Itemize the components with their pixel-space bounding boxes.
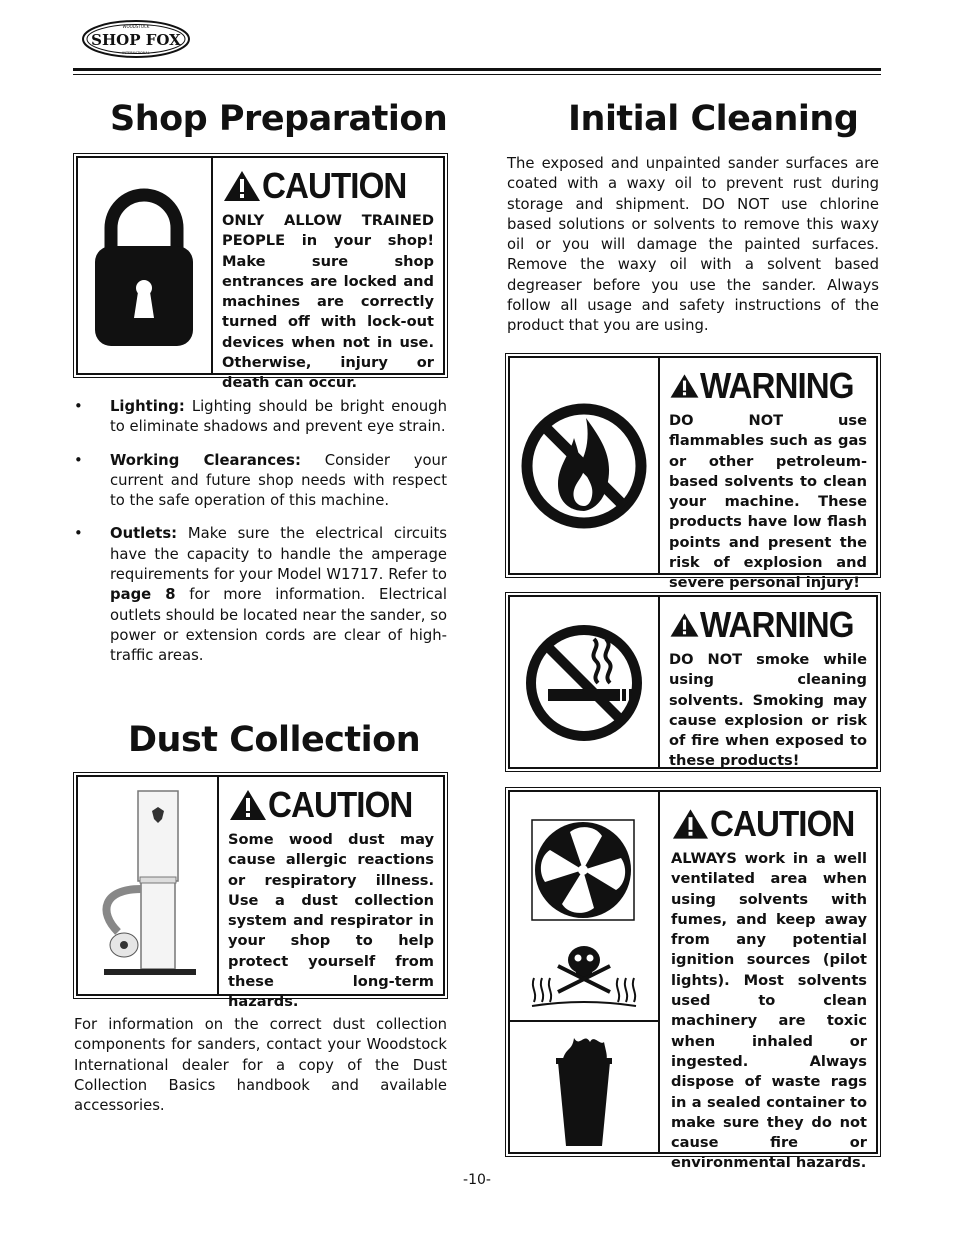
ventilation-caution-pics	[510, 792, 660, 1152]
list-item: • Working Clearances: Consider your current and future shop needs with respect to the safe operation of this machine.	[74, 451, 448, 510]
dust-collector-image	[78, 777, 217, 996]
page-reference: page 8	[110, 586, 176, 604]
caution-message: ONLY ALLOW TRAINED PEOPLE in your shop! Make sure shop entrances are locked and machines are correctly turned off with lock-out devices when not in use. Otherwise, injury or death can occur.	[222, 212, 434, 392]
dust-caution-box	[73, 772, 448, 1011]
flammables-warning-pic	[510, 358, 660, 573]
warning-message: DO NOT use flammables such as gas or other petroleum-based solvents to clean your machine. These products have low flash points and present the risk of explosion and severe personal injury!	[669, 412, 867, 592]
waste-container-icon	[510, 1022, 658, 1152]
smoking-warning-pic	[510, 597, 660, 767]
shop-fox-logo	[82, 20, 190, 58]
initial-cleaning-paragraph: The exposed and unpainted sander surfaces are coated with a waxy oil to prevent rust during storage and shipment. DO NOT use chlorine based solutions or solvents to remove this waxy oil or you will damage the painted surfaces. Remove the waxy oil with a solvent based degreaser before you use the sander. Always follow all usage and safety instructions of the product that you are using.	[507, 155, 879, 335]
caution-message: ALWAYS work in a well ventilated area when using solvents with fumes, and keep away from any potential ignition sources (pilot lights). Most solvents used to clean machinery are toxic when inhaled or ingested. Always dispose of waste rags in a sealed container to make sure they do not cause fire or environmental hazards.	[671, 850, 867, 1172]
svg-text:SHOP FOX: SHOP FOX	[91, 31, 181, 49]
page-number: -10-	[463, 1172, 491, 1188]
warning-banner: WARNING	[669, 603, 867, 647]
shop-preparation-list	[74, 397, 447, 680]
initial-cleaning-title: Initial Cleaning	[568, 99, 859, 139]
warning-banner: WARNING	[669, 364, 867, 408]
caution-banner: CAUTION	[671, 802, 867, 846]
no-smoking-icon	[510, 597, 658, 769]
exclamation-triangle-icon	[222, 169, 262, 203]
shop-caution-box	[73, 153, 448, 392]
shop-caution-pic	[78, 158, 213, 373]
svg-text:INTERNATIONAL: INTERNATIONAL	[122, 51, 150, 55]
dust-collection-title: Dust Collection	[128, 720, 421, 760]
caution-message: Some wood dust may cause allergic reactions or respiratory illness. Use a dust collection system and respirator in your shop to help protect yourself from these long-term hazards.	[228, 831, 434, 1011]
smoking-warning-box	[505, 592, 881, 772]
flammables-warning-box	[505, 353, 881, 592]
header-rule	[73, 68, 881, 71]
exclamation-triangle-icon	[228, 788, 268, 822]
padlock-icon	[78, 158, 211, 375]
exclamation-triangle-icon	[671, 807, 710, 841]
list-item: • Outlets: Make sure the electrical circuits have the capacity to handle the amperage requirements for your Model W1717. Refer to page 8 for more information. Electrical outlets should be located near the sander, so power or extension cords are clear of high-traffic areas.	[74, 525, 447, 665]
header-rule-thin	[73, 74, 881, 75]
warning-message: DO NOT smoke while using cleaning solvents. Smoking may cause explosion or risk of fire when exposed to these products!	[669, 651, 867, 770]
ventilation-caution-box	[505, 787, 881, 1172]
caution-banner: CAUTION	[222, 164, 434, 208]
exclamation-triangle-icon	[669, 608, 700, 642]
no-flammables-icon	[510, 358, 658, 575]
svg-text:WOODSTOCK: WOODSTOCK	[122, 24, 150, 29]
dust-collection-paragraph: For information on the correct dust collection components for sanders, contact your Woodstock International dealer for a copy of the Dust Collection Basics handbook and available accessories.	[74, 1016, 447, 1115]
dust-caution-pic	[78, 777, 219, 994]
shop-preparation-title: Shop Preparation	[110, 99, 448, 139]
toxic-fumes-icon	[510, 922, 658, 1017]
list-item: • Lighting: Lighting should be bright enough to eliminate shadows and prevent eye strain.	[74, 398, 447, 436]
caution-banner: CAUTION	[228, 783, 434, 827]
exclamation-triangle-icon	[669, 369, 700, 403]
ventilation-fan-icon	[510, 792, 658, 922]
